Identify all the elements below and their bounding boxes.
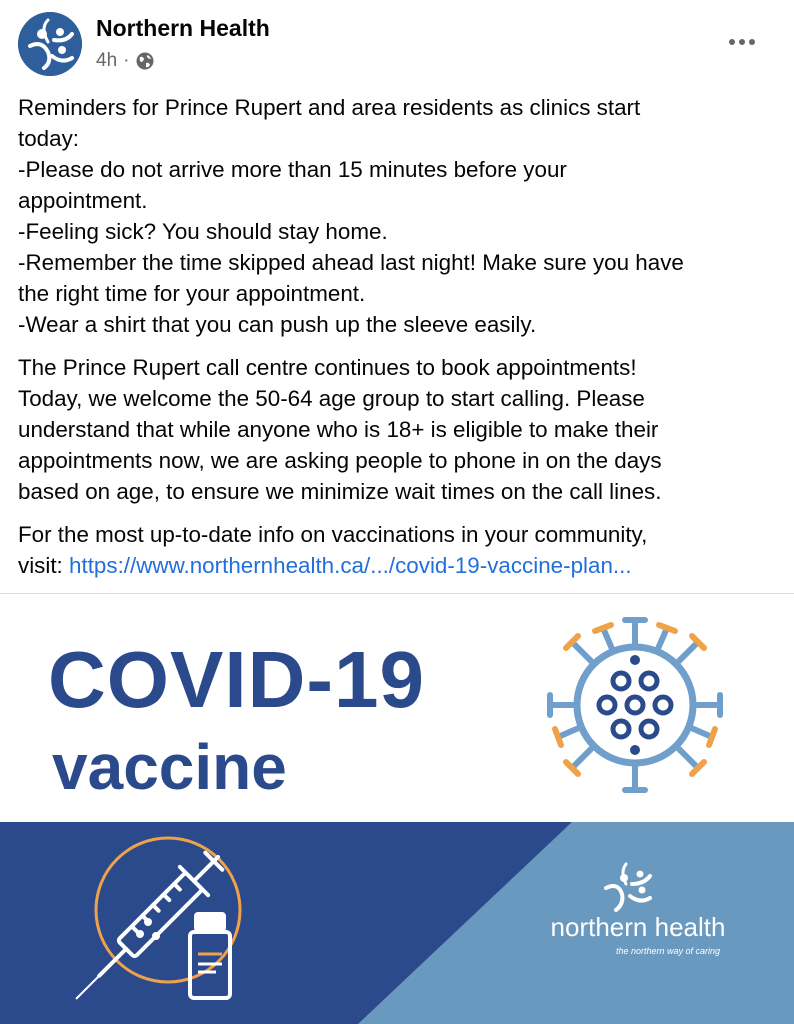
more-options-button[interactable]	[720, 28, 764, 56]
brand-tagline: the northern way of caring	[615, 946, 720, 956]
post-body	[18, 92, 778, 593]
post-line: understand that while anyone who is 18+ is eligible to make their	[18, 417, 659, 442]
post-line: -Feeling sick? You should stay home.	[18, 219, 388, 244]
post-line: The Prince Rupert call centre continues to book appointments!	[18, 355, 637, 380]
post-line: Reminders for Prince Rupert and area residents as clinics start	[18, 95, 641, 120]
post-line: the right time for your appointment.	[18, 281, 366, 306]
post-line: -Please do not arrive more than 15 minutes before your	[18, 157, 567, 182]
more-options-icon	[749, 39, 755, 45]
vaccine-plan-link[interactable]: https://www.northernhealth.ca/.../covid-19-vaccine-plan...	[69, 553, 632, 578]
post-line: today:	[18, 126, 79, 151]
banner-subtitle: vaccine	[52, 731, 287, 803]
northern-health-logo-icon	[18, 12, 82, 76]
post-line: -Wear a shirt that you can push up the sleeve easily.	[18, 312, 537, 337]
more-options-icon	[739, 39, 745, 45]
meta-separator: ·	[123, 50, 130, 71]
post-line-visit	[18, 550, 778, 581]
page-name-link[interactable]: Northern Health	[96, 15, 270, 41]
banner-top	[0, 594, 794, 822]
globe-icon[interactable]	[135, 51, 155, 71]
post-line: appointments now, we are asking people to phone in on the days	[18, 448, 662, 473]
post-paragraph-info	[18, 519, 778, 581]
post-paragraph-reminders	[18, 92, 778, 340]
post-image[interactable]	[0, 594, 794, 1024]
visit-label: visit:	[18, 553, 63, 578]
page-avatar[interactable]	[18, 12, 82, 76]
post-line: appointment.	[18, 188, 148, 213]
more-options-icon	[729, 39, 735, 45]
coronavirus-icon	[540, 610, 730, 800]
post-header	[0, 0, 794, 90]
post-line: based on age, to ensure we minimize wait times on the call lines.	[18, 479, 662, 504]
post-line: -Remember the time skipped ahead last night! Make sure you have	[18, 250, 684, 275]
post-paragraph-call-centre	[18, 352, 778, 507]
post-line: Today, we welcome the 50-64 age group to start calling. Please	[18, 386, 645, 411]
post-meta	[96, 50, 155, 72]
brand-name: northern health	[550, 912, 726, 942]
post-line: For the most up-to-date info on vaccinations in your community,	[18, 522, 648, 547]
banner-title: COVID-19	[48, 635, 425, 724]
post-timestamp[interactable]: 4h	[96, 50, 118, 71]
